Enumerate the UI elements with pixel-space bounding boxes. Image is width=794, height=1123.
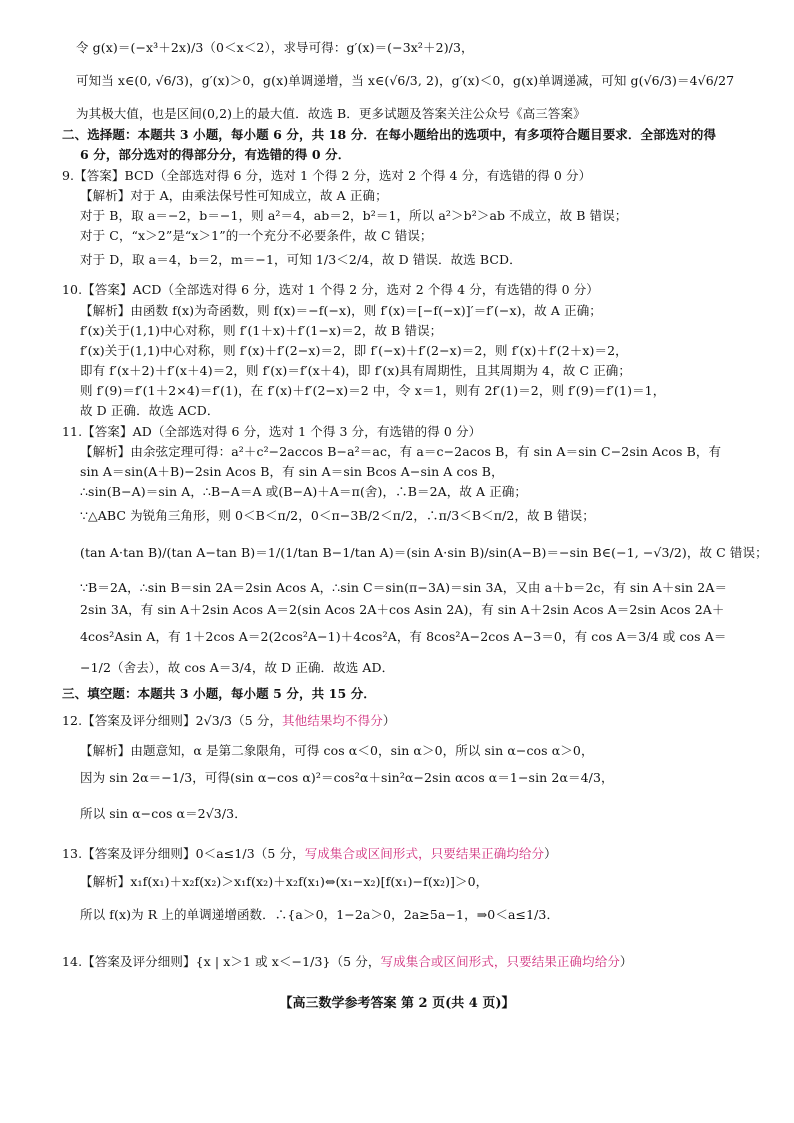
footer-page-number: 第 2 页(共 4 页)】 xyxy=(401,996,515,1011)
text-line: ∴sin(B−A)＝sin A，∴B−A＝A 或(B−A)＋A＝π(舍)，∴B＝2A，故 A 正确； xyxy=(80,484,528,499)
analysis-line: 【解析】x₁f(x₁)＋x₂f(x₂)＞x₁f(x₂)＋x₂f(x₁)⇔(x₁−x₂)[f(x₁)−f(x₂)]＞0， xyxy=(80,874,489,889)
analysis-line: 【解析】对于 A，由乘法保号性可知成立，故 A 正确； xyxy=(80,188,388,203)
text-line: f′(x)关于(1,1)中心对称，则 f′(x)＋f′(2−x)＝2，即 f′(−x)＋f′(2−x)＝2，则 f′(x)＋f′(2＋x)＝2， xyxy=(80,343,628,358)
text-line: ∵B＝2A，∴sin B＝sin 2A＝2sin Acos A，∴sin C＝sin(π−3A)＝sin 3A，又由 a＋b＝2c，有 sin A＋sin 2A＝ xyxy=(80,580,728,595)
text-line: 对于 C，“x＞2”是“x＞1”的一个充分不必要条件，故 C 错误； xyxy=(80,228,433,243)
answer-text: 12.【答案及评分细则】2√3/3（5 分， xyxy=(62,713,283,728)
section-heading: 6 分，部分选对的得部分分，有选错的得 0 分． xyxy=(80,147,351,162)
text-line: 则 f′(9)＝f′(1＋2×4)＝f′(1)，在 f′(x)＋f′(2−x)＝2 中，令 x＝1，则有 2f′(1)＝2，则 f′(9)＝f′(1)＝1， xyxy=(80,383,666,398)
answer-line xyxy=(62,713,395,729)
text-line: (tan A·tan B)/(tan A−tan B)＝1/(1/tan B−1/tan A)＝(sin A·sin B)/sin(A−B)＝−sin B∈(−1, −√3/2)，故 C 错误； xyxy=(80,545,768,560)
text-line: f′(x)关于(1,1)中心对称，则 f′(1＋x)＋f′(1−x)＝2，故 B 错误； xyxy=(80,323,443,338)
grading-note: 写成集合或区间形式，只要结果正确均给分 xyxy=(380,954,620,969)
text-line: ∵△ABC 为锐角三角形，则 0＜B＜π/2，0＜π−3B/2＜π/2，∴π/3＜B＜π/2，故 B 错误； xyxy=(80,508,595,523)
text-line: −1/2（舍去），故 cos A＝3/4，故 D 正确．故选 AD． xyxy=(80,660,395,675)
section-heading: 三、填空题：本题共 3 小题，每小题 5 分，共 15 分． xyxy=(62,686,376,701)
answer-line: 11.【答案】AD（全部选对得 6 分，选对 1 个得 3 分，有选错的得 0 分） xyxy=(62,424,482,439)
section-heading: 二、选择题：本题共 3 小题，每小题 6 分，共 18 分．在每小题给出的选项中，有多项符合题目要求．全部选对的得 xyxy=(62,127,717,142)
text-line: 即有 f′(x＋2)＋f′(x＋4)＝2，则 f′(x)＝f′(x＋4)，即 f′(x)具有周期性，且其周期为 4，故 C 正确； xyxy=(80,363,632,378)
answer-text: 13.【答案及评分细则】0＜a≤1/3（5 分， xyxy=(62,846,305,861)
answer-line: 9.【答案】BCD（全部选对得 6 分，选对 1 个得 2 分，选对 2 个得 4 分，有选错的得 0 分） xyxy=(62,168,592,183)
grading-note: 其他结果均不得分 xyxy=(282,713,383,728)
text-line: 4cos²Asin A，有 1＋2cos A＝2(2cos²A−1)＋4cos²A，有 8cos²A−2cos A−3＝0，有 cos A＝3/4 或 cos A＝ xyxy=(80,629,727,644)
footer-title: 【高三数学参考答案 xyxy=(279,996,397,1011)
text-line: 2sin 3A，有 sin A＋2sin Acos A＝2(sin Acos 2A＋cos Asin 2A)，有 sin A＋2sin Acos A＝2sin Acos 2A＋ xyxy=(80,602,725,617)
text-line: sin A＝sin(A＋B)−2sin Acos B，有 sin A＝sin Bcos A−sin A cos B， xyxy=(80,464,504,479)
grading-note: 写成集合或区间形式，只要结果正确均给分 xyxy=(304,846,545,861)
text-line: 令 g(x)＝(−x³＋2x)/3（0＜x＜2），求导可得：g′(x)＝(−3x²＋2)/3， xyxy=(76,40,474,55)
page-footer xyxy=(0,992,794,1011)
answer-line: 10.【答案】ACD（全部选对得 6 分，选对 1 个得 2 分，选对 2 个得 4 分，有选错的得 0 分） xyxy=(62,282,599,297)
text-line: 因为 sin 2α＝−1/3，可得(sin α−cos α)²＝cos²α＋sin²α−2sin αcos α＝1−sin 2α＝4/3， xyxy=(80,770,614,785)
answer-text: ） xyxy=(544,846,557,861)
text-line: 对于 D，取 a＝4，b＝2，m＝−1，可知 1/3＜2/4，故 D 错误．故选 BCD． xyxy=(80,252,522,267)
text-line: 可知当 x∈(0, √6/3)，g′(x)＞0，g(x)单调递增，当 x∈(√6/3, 2)，g′(x)＜0，g(x)单调递减，可知 g(√6/3)＝4√6/27 xyxy=(76,73,735,88)
text-line: 所以 sin α−cos α＝2√3/3． xyxy=(80,806,247,821)
text-line: 对于 B，取 a＝−2，b＝−1，则 a²＝4，ab＝2，b²＝1，所以 a²＞b²＞ab 不成立，故 B 错误； xyxy=(80,208,628,223)
answer-text: ） xyxy=(619,954,633,969)
analysis-line: 【解析】由题意知，α 是第二象限角，可得 cos α＜0，sin α＞0，所以 sin α−cos α＞0， xyxy=(80,743,594,758)
answer-line xyxy=(62,846,557,862)
text-line: 故 D 正确．故选 ACD． xyxy=(80,403,220,418)
analysis-line: 【解析】由余弦定理可得：a²＋c²−2accos B−a²＝ac，有 a＝c−2acos B，有 sin A＝sin C−2sin Acos B，有 xyxy=(80,444,722,459)
text-line: 为其极大值，也是区间(0,2)上的最大值．故选 B．更多试题及答案关注公众号《高三答案》 xyxy=(76,106,586,121)
answer-line xyxy=(62,954,633,970)
answer-text: 14.【答案及评分细则】{x | x＞1 或 x＜−1/3}（5 分， xyxy=(62,954,381,969)
answer-text: ） xyxy=(382,713,396,728)
text-line: 所以 f(x)为 R 上的单调递增函数．∴{a＞0，1−2a＞0，2a≥5a−1，⇒0＜a≤1/3． xyxy=(80,907,560,922)
analysis-line: 【解析】由函数 f(x)为奇函数，则 f(x)＝−f(−x)，则 f′(x)＝[−f(−x)]′＝f′(−x)，故 A 正确； xyxy=(80,303,602,318)
